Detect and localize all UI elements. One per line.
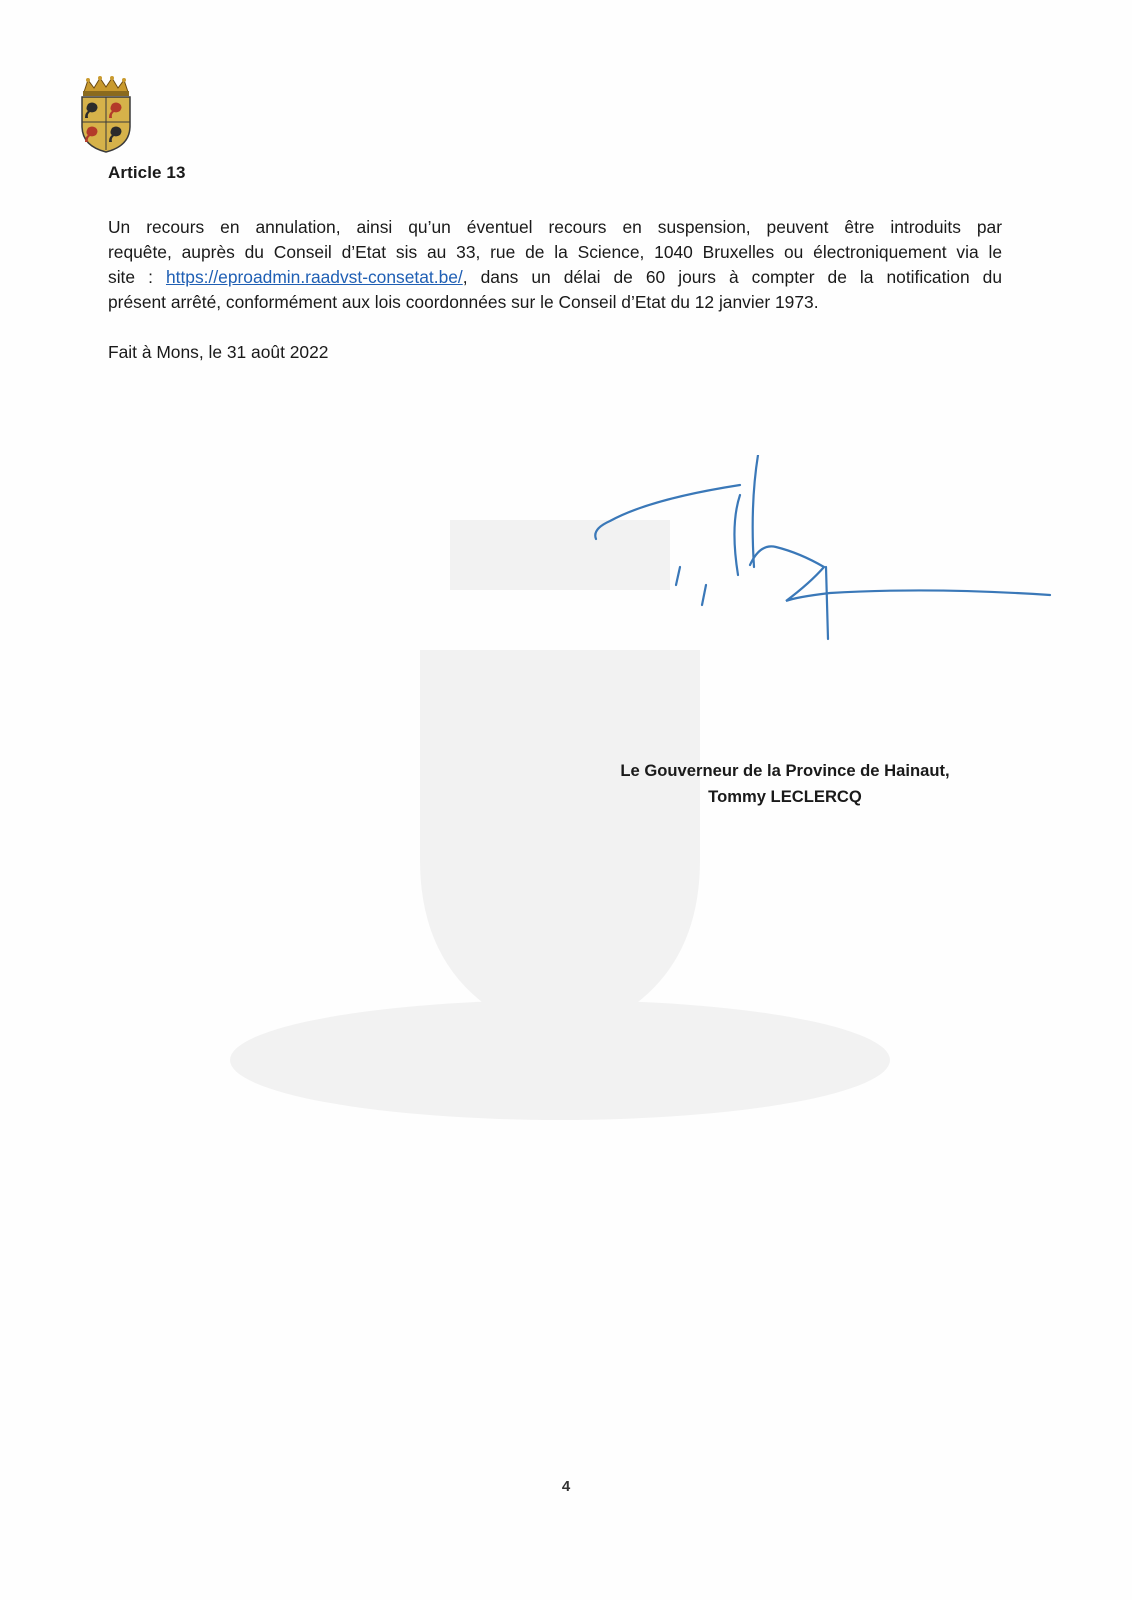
article-paragraph xyxy=(108,215,1002,315)
paragraph-line-3-prefix: site : xyxy=(108,267,166,287)
handwritten-signature xyxy=(590,455,1080,655)
paragraph-line-3 xyxy=(108,265,1002,290)
paragraph-line-2: requête, auprès du Conseil d’Etat sis au 33, rue de la Science, 1040 Bruxelles ou électroniquement via le xyxy=(108,242,1002,262)
signatory-block xyxy=(560,758,1010,810)
signatory-name: Tommy LECLERCQ xyxy=(708,787,862,806)
council-website-link[interactable]: https://eproadmin.raadvst-consetat.be/ xyxy=(165,267,463,287)
page-number: 4 xyxy=(561,1478,571,1495)
paragraph-line-3-suffix: , dans un délai de 60 jours à compter de la notification du xyxy=(462,267,1002,287)
province-crest-icon xyxy=(78,76,134,154)
signatory-title: Le Gouverneur de la Province de Hainaut, xyxy=(620,761,950,780)
article-title: Article 13 xyxy=(108,163,186,182)
paragraph-line-1: Un recours en annulation, ainsi qu’un éventuel recours en suspension, peuvent être introduits par xyxy=(108,217,1002,237)
place-date: Fait à Mons, le 31 août 2022 xyxy=(108,342,329,362)
paragraph-line-4: présent arrêté, conformément aux lois coordonnées sur le Conseil d’Etat du 12 janvier 1973. xyxy=(108,292,819,312)
